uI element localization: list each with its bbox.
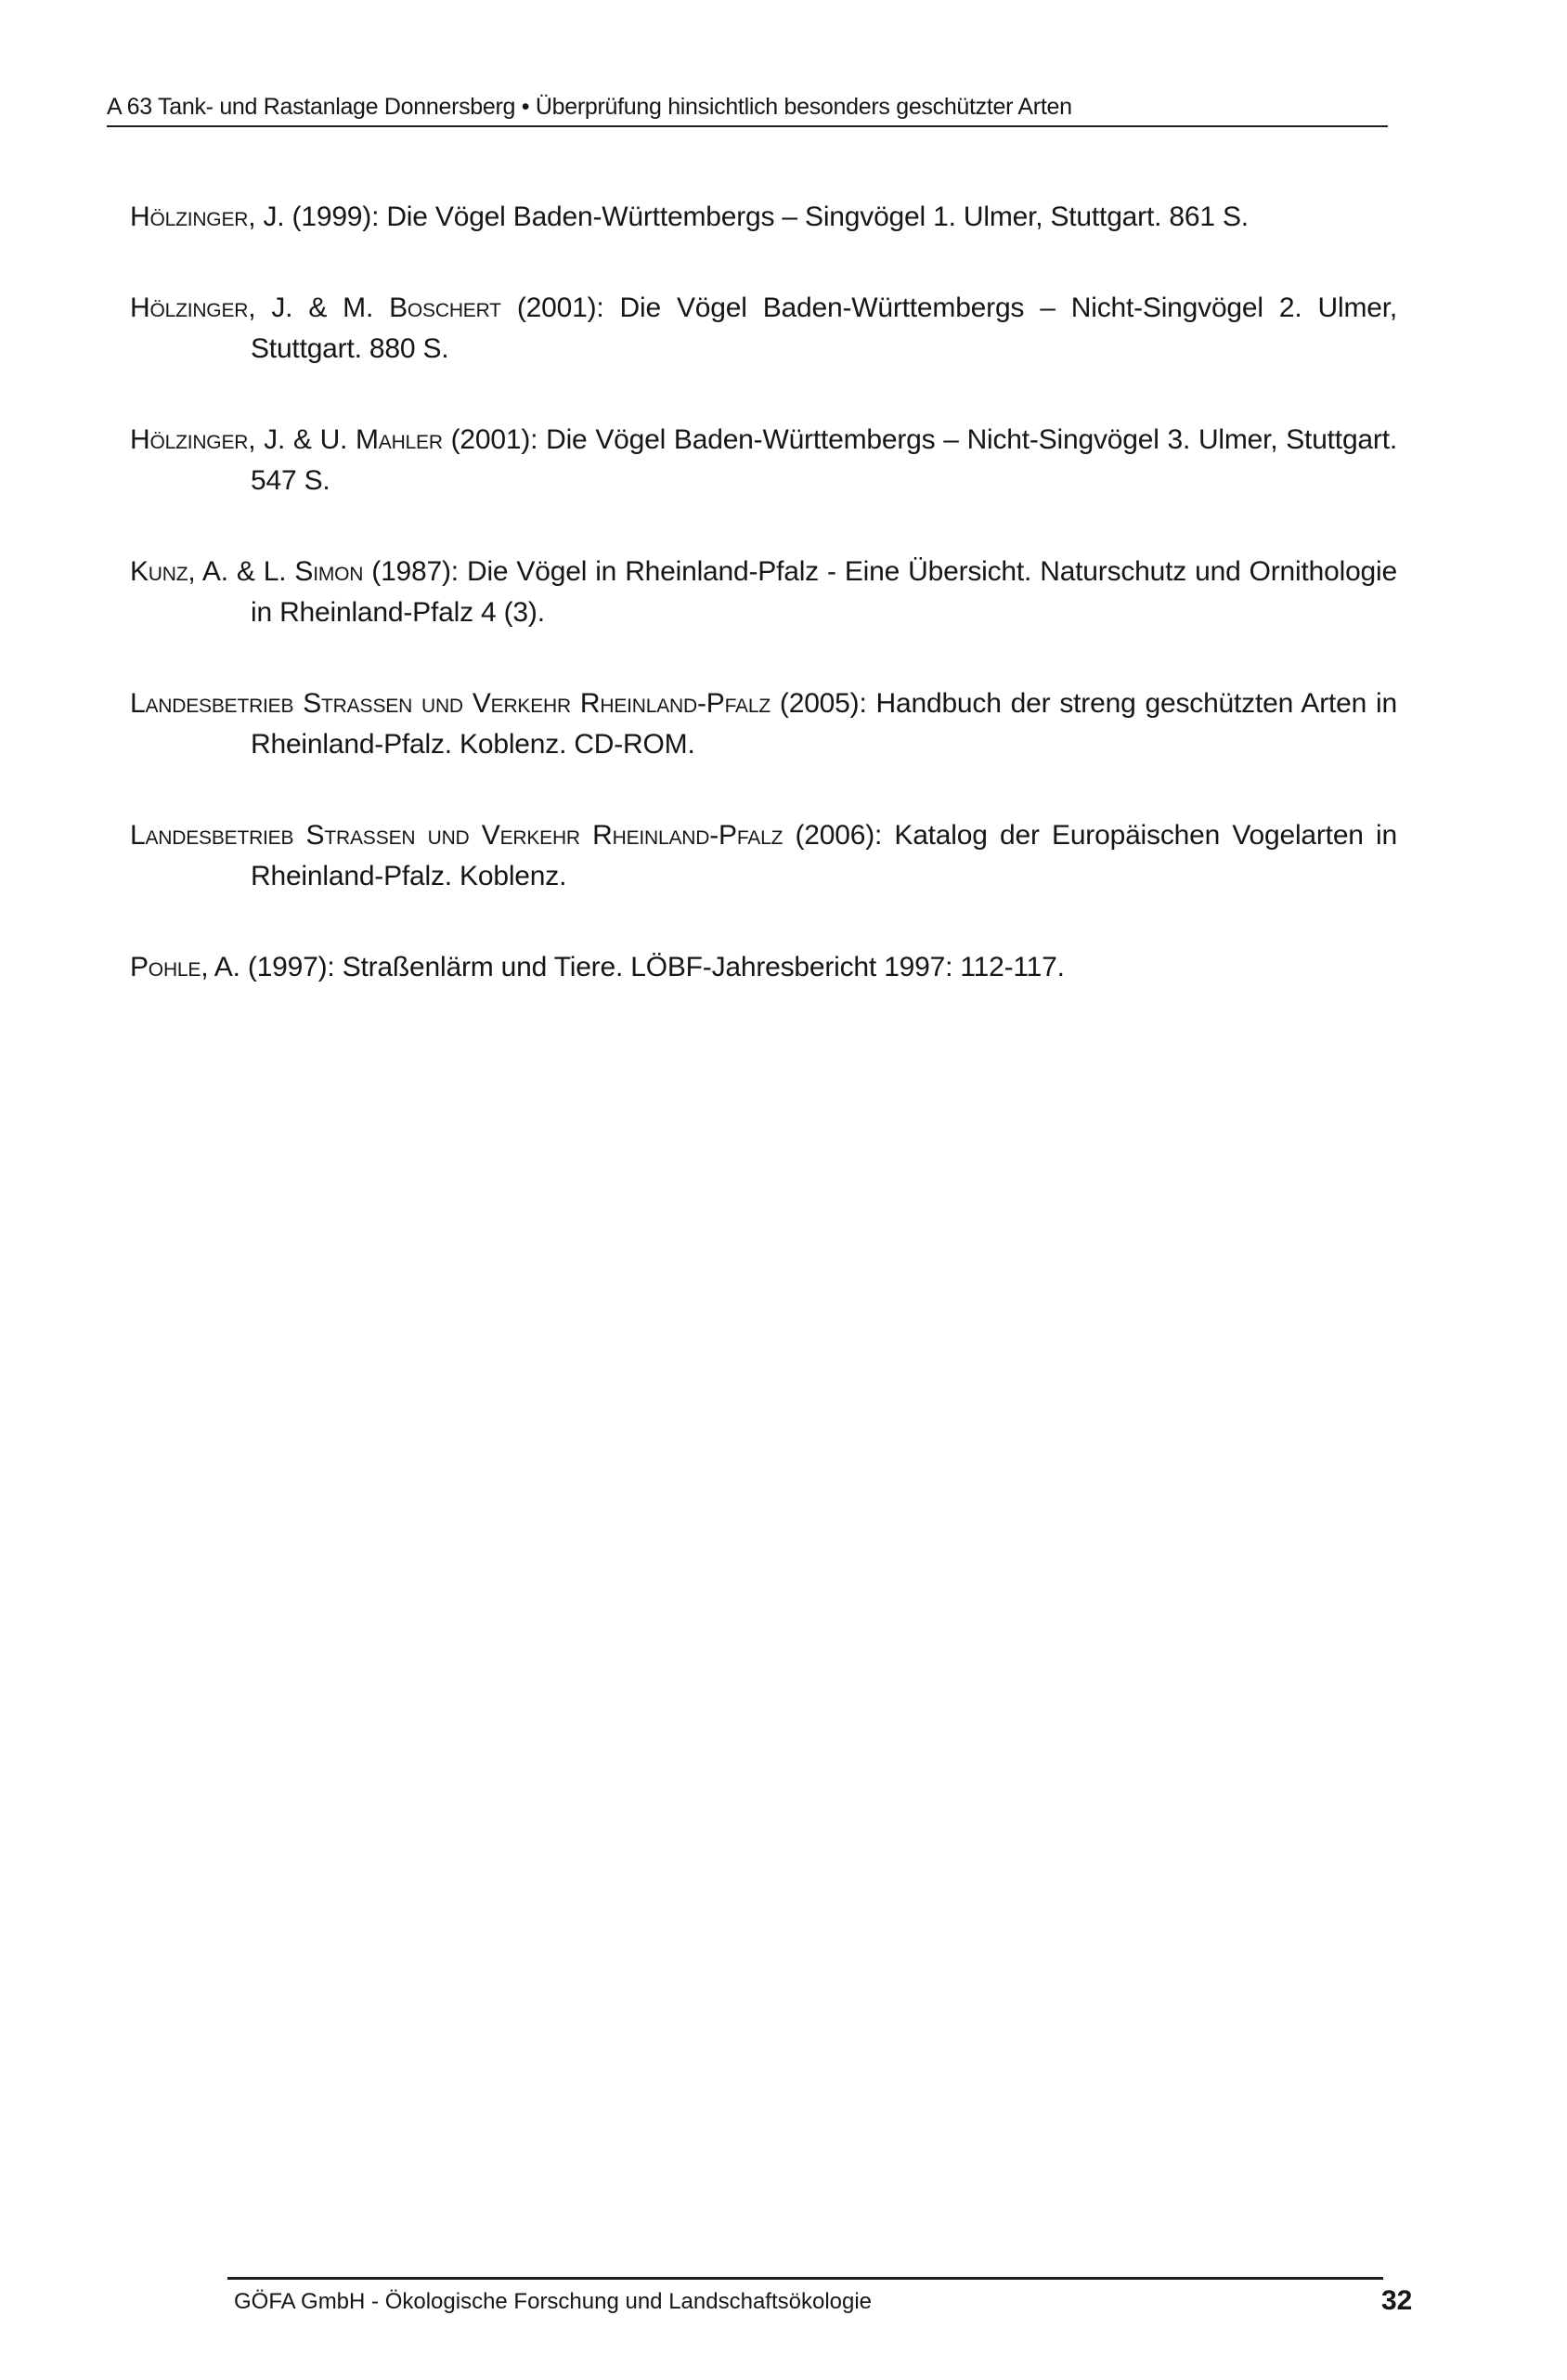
reference-entry [130, 552, 1397, 633]
reference-text: (2001): Die Vögel Baden-Württembergs – Nicht-Singvögel 3. Ulmer, Stuttgart. 547 S. [251, 424, 1397, 496]
reference-authors: Hölzinger, J. [130, 202, 285, 232]
page-number: 32 [1381, 2285, 1413, 2316]
header-divider [107, 125, 1388, 127]
reference-entry [130, 815, 1397, 897]
reference-authors: Hölzinger, J. & U. Mahler [130, 424, 443, 455]
page-header: A 63 Tank- und Rastanlage Donnersberg • Überprüfung hinsichtlich besonders geschützter Arten [107, 94, 1072, 120]
reference-text: (2005): Handbuch der streng geschützten Arten in Rheinland-Pfalz. Koblenz. CD-ROM. [251, 688, 1397, 760]
reference-entry [130, 420, 1397, 501]
page-footer: GÖFA GmbH - Ökologische Forschung und Landschaftsökologie [234, 2289, 873, 2314]
reference-entry [130, 197, 1397, 238]
reference-entry [130, 683, 1397, 765]
reference-text: (1987): Die Vögel in Rheinland-Pfalz - Eine Übersicht. Naturschutz und Ornithologie in Rheinland-Pfalz 4 (3). [251, 556, 1397, 628]
reference-authors: Landesbetrieb Straßen und Verkehr Rheinland-Pfalz [130, 820, 784, 851]
reference-entry [130, 947, 1397, 988]
reference-text: (1999): Die Vögel Baden-Württembergs – Singvögel 1. Ulmer, Stuttgart. 861 S. [284, 202, 1249, 232]
reference-entry [130, 288, 1397, 370]
reference-text: (2006): Katalog der Europäischen Vogelarten in Rheinland-Pfalz. Koblenz. [251, 820, 1398, 891]
reference-authors: Hölzinger, J. & M. Boschert [130, 293, 501, 323]
reference-authors: Pohle, A. [130, 952, 240, 982]
reference-text: (1997): Straßenlärm und Tiere. LÖBF-Jahresbericht 1997: 112-117. [240, 952, 1065, 982]
reference-text: (2001): Die Vögel Baden-Württembergs – Nicht-Singvögel 2. Ulmer, Stuttgart. 880 S. [251, 293, 1398, 364]
reference-authors: Kunz, A. & L. Simon [130, 556, 364, 587]
footer-divider [227, 2277, 1383, 2280]
reference-authors: Landesbetrieb Straßen und Verkehr Rheinland-Pfalz [130, 688, 771, 719]
reference-list [130, 197, 1397, 1038]
